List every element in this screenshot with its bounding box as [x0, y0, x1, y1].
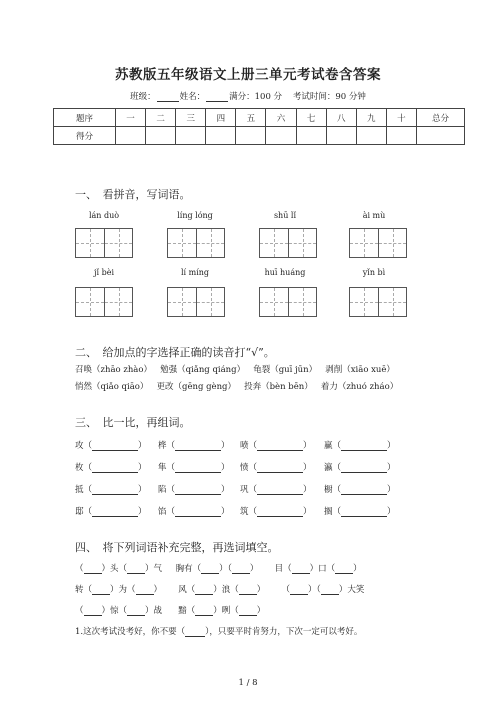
compare-item — [240, 505, 312, 517]
paren-open: （ — [248, 507, 258, 517]
sentence-blank[interactable] — [185, 628, 205, 637]
compare-item — [75, 483, 147, 495]
idiom-text: ）战 — [145, 606, 163, 616]
compare-item — [158, 461, 230, 473]
idiom-blank[interactable] — [195, 607, 213, 616]
reading-line-1 — [75, 363, 395, 375]
idiom-text: ）为（ — [110, 585, 136, 595]
header-cell: 十 — [386, 109, 416, 127]
compare-char: 攻 — [75, 441, 84, 451]
word-blank[interactable] — [341, 508, 387, 517]
score-cell[interactable] — [176, 127, 206, 145]
compare-item — [324, 439, 396, 451]
header-cell: 五 — [236, 109, 266, 127]
idiom-text: ） — [256, 585, 266, 595]
idiom-blank[interactable] — [239, 586, 257, 595]
tianzige-box[interactable] — [259, 287, 317, 317]
paren-close: ） — [138, 485, 147, 495]
score-cell[interactable] — [206, 127, 236, 145]
compare-char: 枚 — [75, 463, 84, 473]
idiom-text: ） — [256, 606, 266, 616]
section2-title: 二、 给加点的字选择正确的读音打“√”。 — [75, 346, 275, 359]
reading-option[interactable]: 勉强（qiǎng qiáng） — [160, 365, 246, 375]
name-blank[interactable] — [206, 93, 228, 102]
tianzige-box[interactable] — [167, 287, 225, 317]
compare-item — [158, 505, 230, 517]
compare-char: 抵 — [75, 485, 84, 495]
paren-close: ） — [138, 507, 147, 517]
compare-item — [324, 461, 396, 473]
word-blank[interactable] — [341, 464, 387, 473]
paren-open: （ — [166, 485, 176, 495]
compare-item — [75, 439, 147, 451]
compare-char: 瀛 — [324, 463, 333, 473]
reading-option[interactable]: 龟裂（guī jūn） — [253, 365, 318, 375]
idiom-text: （ — [281, 585, 291, 595]
paren-open: （ — [248, 441, 258, 451]
paren-close: ） — [303, 507, 312, 517]
word-blank[interactable] — [175, 442, 221, 451]
compare-char: 愤 — [240, 463, 249, 473]
score-cell[interactable] — [386, 127, 416, 145]
idiom-text: ）（ — [219, 564, 232, 574]
idiom-blank[interactable] — [232, 565, 250, 574]
header-cell: 九 — [356, 109, 386, 127]
idiom-text: ） — [353, 564, 362, 574]
score-cell[interactable] — [116, 127, 146, 145]
reading-option[interactable]: 投奔（bèn bēn） — [244, 382, 313, 392]
idiom-text: ）气 — [145, 564, 163, 574]
word-blank[interactable] — [92, 508, 138, 517]
paren-open: （ — [83, 485, 93, 495]
reading-option[interactable]: 召唤（zhāo zhào） — [75, 365, 152, 375]
compare-item — [240, 439, 312, 451]
score-cell[interactable] — [146, 127, 176, 145]
header-cell: 二 — [146, 109, 176, 127]
header-cell: 三 — [176, 109, 206, 127]
paren-close: ） — [138, 463, 147, 473]
word-blank[interactable] — [257, 486, 303, 495]
reading-option[interactable]: 悄然（qiǎo qiāo） — [75, 382, 149, 392]
score-table — [53, 108, 465, 145]
idiom-text: ） — [249, 564, 259, 574]
idiom-row-2 — [75, 583, 364, 595]
tianzige-box[interactable] — [349, 287, 407, 317]
pinyin-label: huī huáng — [264, 268, 306, 277]
idiom-blank[interactable] — [321, 586, 339, 595]
paren-close: ） — [303, 485, 312, 495]
idiom-row-1 — [75, 562, 362, 574]
score-cell[interactable] — [356, 127, 386, 145]
score-cell[interactable] — [236, 127, 266, 145]
compare-char: 橱 — [324, 485, 333, 495]
score-cell[interactable] — [417, 127, 465, 145]
exam-info — [0, 90, 496, 102]
word-blank[interactable] — [92, 442, 138, 451]
idiom-blank[interactable] — [84, 607, 102, 616]
compare-item — [75, 461, 147, 473]
tianzige-box[interactable] — [349, 228, 407, 258]
tianzige-box[interactable] — [75, 287, 133, 317]
fill-sentence-1 — [75, 625, 362, 637]
paren-open: （ — [166, 463, 176, 473]
pinyin-label: ài mù — [362, 211, 386, 220]
idiom-blank[interactable] — [84, 565, 102, 574]
sentence-text: ），只要平时肯努力，下次一定可以考好。 — [205, 627, 363, 637]
score-cell[interactable] — [296, 127, 326, 145]
idiom-blank[interactable] — [136, 586, 154, 595]
paren-open: （ — [332, 463, 342, 473]
class-blank[interactable] — [157, 93, 179, 102]
word-blank[interactable] — [175, 486, 221, 495]
sentence-text: 1.这次考试没考好，你不要（ — [75, 627, 186, 637]
idiom-blank[interactable] — [239, 607, 257, 616]
compare-char: 搁 — [324, 507, 333, 517]
paren-open: （ — [83, 441, 93, 451]
header-cell: 八 — [326, 109, 356, 127]
paren-close: ） — [221, 507, 230, 517]
page-title: 苏教版五年级语文上册三单元考试卷含答案 — [115, 67, 381, 83]
idiom-text: ）头（ — [101, 564, 128, 574]
compare-item — [240, 461, 312, 473]
idiom-text: ）咧（ — [213, 606, 239, 616]
word-blank[interactable] — [257, 508, 303, 517]
paren-open: （ — [166, 507, 176, 517]
word-blank[interactable] — [257, 464, 303, 473]
idiom-blank[interactable] — [195, 586, 213, 595]
idiom-text: 转（ — [75, 585, 93, 595]
word-blank[interactable] — [175, 464, 221, 473]
idiom-text: 黯（ — [178, 606, 196, 616]
header-cell: 总分 — [417, 109, 465, 127]
idiom-text: ）口（ — [309, 564, 336, 574]
compare-char: 邸 — [75, 507, 84, 517]
paren-close: ） — [221, 463, 230, 473]
name-label: 姓名： — [179, 92, 206, 102]
idiom-blank[interactable] — [127, 607, 145, 616]
section3-title: 三、 比一比，再组词。 — [75, 416, 191, 429]
tianzige-box[interactable] — [75, 228, 133, 258]
paren-open: （ — [248, 463, 258, 473]
paren-close: ） — [303, 463, 312, 473]
tianzige-box[interactable] — [167, 228, 225, 258]
paren-close: ） — [221, 485, 230, 495]
idiom-blank[interactable] — [92, 586, 110, 595]
header-cell: 一 — [116, 109, 146, 127]
compare-char: 馅 — [158, 507, 167, 517]
pinyin-label: yǐn bì — [362, 268, 386, 277]
compare-item — [158, 439, 230, 451]
word-blank[interactable] — [341, 442, 387, 451]
idiom-text: 胸有（ — [175, 564, 202, 574]
score-header-row — [54, 109, 465, 127]
idiom-blank[interactable] — [290, 586, 308, 595]
idiom-text: 目（ — [274, 564, 292, 574]
compare-char: 隼 — [158, 463, 167, 473]
paren-close: ） — [221, 441, 230, 451]
score-cell[interactable] — [326, 127, 356, 145]
idiom-text: （ — [75, 564, 84, 574]
compare-item — [75, 505, 147, 517]
header-cell: 四 — [206, 109, 236, 127]
compare-char: 筑 — [240, 507, 249, 517]
paren-close: ） — [387, 485, 396, 495]
pinyin-label: líng lóng — [177, 211, 213, 220]
idiom-text: ）（ — [308, 585, 321, 595]
word-blank[interactable] — [92, 486, 138, 495]
idiom-text: 风（ — [178, 585, 196, 595]
paren-close: ） — [303, 441, 312, 451]
paren-open: （ — [332, 441, 342, 451]
exam-time: 考试时间：90 分钟 — [292, 92, 366, 102]
page-number: 1 / 8 — [238, 678, 258, 688]
compare-char: 巩 — [240, 485, 249, 495]
reading-option[interactable]: 着力（zhuó zháo） — [320, 382, 399, 392]
idiom-text: （ — [75, 606, 84, 616]
word-blank[interactable] — [257, 442, 303, 451]
idiom-row-3 — [75, 604, 265, 616]
header-cell: 题序 — [54, 109, 116, 127]
idiom-blank[interactable] — [292, 565, 310, 574]
paren-open: （ — [248, 485, 258, 495]
header-cell: 七 — [296, 109, 326, 127]
paren-open: （ — [332, 485, 342, 495]
full-score: 满分：100 分 — [229, 92, 283, 102]
idiom-text: ） — [153, 585, 163, 595]
class-label: 班级： — [130, 92, 156, 102]
idiom-blank[interactable] — [335, 565, 353, 574]
word-blank[interactable] — [92, 464, 138, 473]
compare-item — [324, 483, 396, 495]
pinyin-label: lí míng — [180, 268, 210, 277]
paren-close: ） — [138, 441, 147, 451]
score-value-row — [54, 127, 465, 145]
reading-option[interactable]: 更改（gēng gèng） — [156, 382, 236, 392]
score-cell[interactable] — [266, 127, 296, 145]
compare-item — [158, 483, 230, 495]
tianzige-box[interactable] — [259, 228, 317, 258]
section4-title: 四、 将下列词语补充完整，再选词填空。 — [75, 541, 279, 554]
paren-open: （ — [83, 463, 93, 473]
reading-option[interactable]: 剥削（xiāo xuē） — [325, 365, 395, 375]
compare-char: 桦 — [158, 441, 167, 451]
idiom-text: ）惊（ — [101, 606, 128, 616]
paren-open: （ — [332, 507, 342, 517]
idiom-blank[interactable] — [201, 565, 219, 574]
section1-title: 一、 看拼音，写词语。 — [75, 188, 191, 201]
paren-open: （ — [83, 507, 93, 517]
word-blank[interactable] — [341, 486, 387, 495]
compare-char: 赢 — [324, 441, 333, 451]
word-blank[interactable] — [175, 508, 221, 517]
paren-close: ） — [387, 507, 396, 517]
header-cell: 六 — [266, 109, 296, 127]
compare-item — [324, 505, 396, 517]
compare-char: 喷 — [240, 441, 249, 451]
pinyin-label: lán duò — [88, 211, 120, 220]
score-row-label: 得分 — [54, 127, 116, 145]
compare-item — [240, 483, 312, 495]
idiom-blank[interactable] — [127, 565, 145, 574]
paren-close: ） — [387, 463, 396, 473]
idiom-text: ）大笑 — [338, 585, 365, 595]
idiom-text: ）浪（ — [213, 585, 239, 595]
paren-close: ） — [387, 441, 396, 451]
compare-char: 陷 — [158, 485, 167, 495]
pinyin-label: shū lǐ — [273, 211, 297, 220]
pinyin-label: jǐ bèi — [94, 268, 114, 277]
reading-line-2 — [75, 380, 398, 392]
paren-open: （ — [166, 441, 176, 451]
